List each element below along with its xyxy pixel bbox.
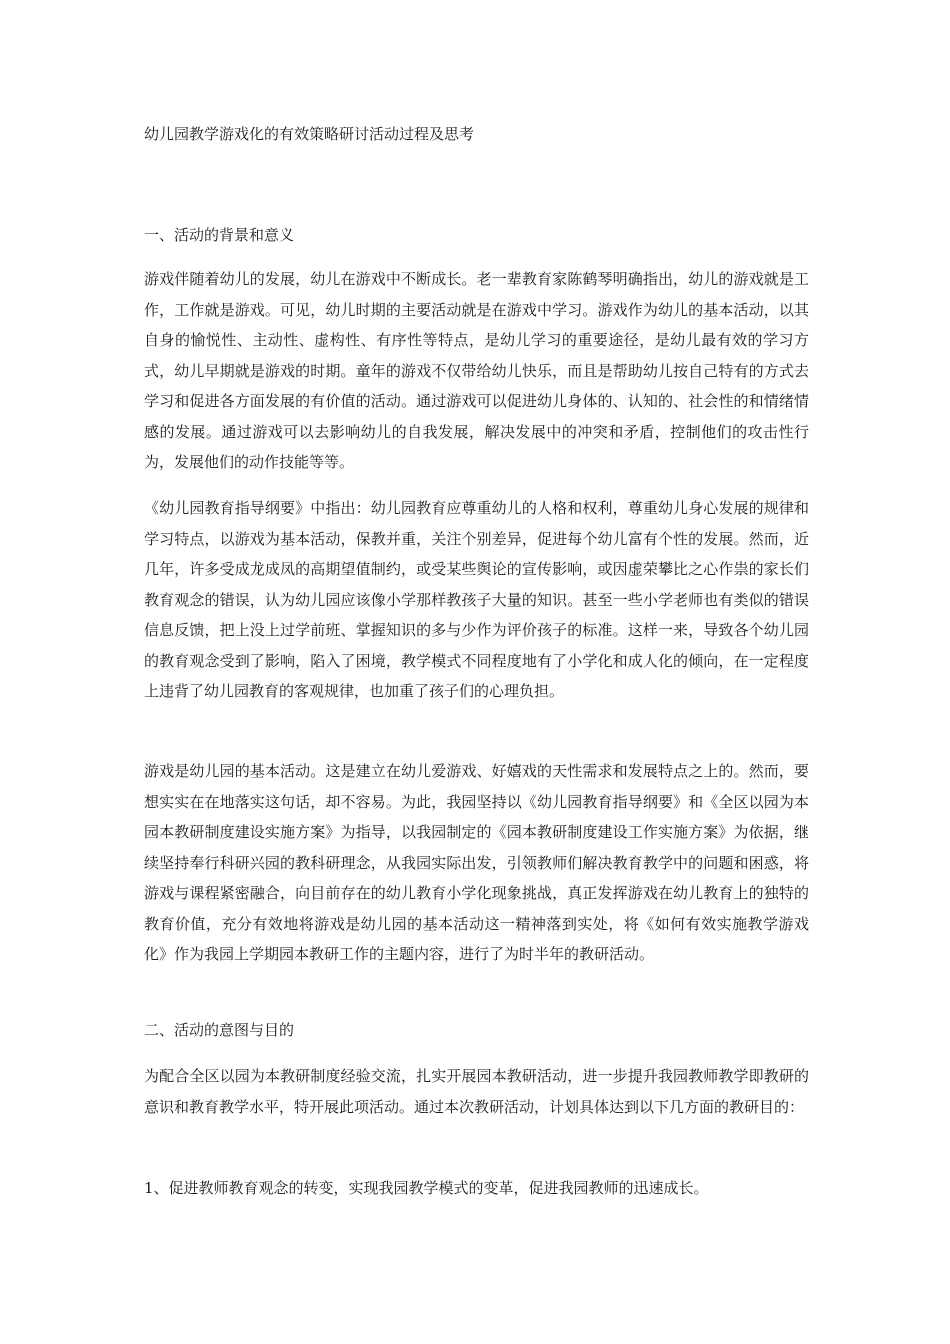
paragraph-purpose: 为配合全区以园为本教研制度经验交流，扎实开展园本教研活动，进一步提升我园教师教学即教研的意识和教育教学水平，特开展此项活动。通过本次教研活动，计划具体达到以下几方面的教研目的：	[144, 1067, 809, 1116]
paragraph-basic-activity: 游戏是幼儿园的基本活动。这是建立在幼儿爱游戏、好嬉戏的天性需求和发展特点之上的。然而，要想实实在在地落实这句话，却不容易。为此，我园坚持以《幼儿园教育指导纲要》和《全区以园为本园本教研制度建设实施方案》为指导，以我园制定的《园本教研制度建设工作实施方案》为依据，继续坚持奉行科研兴园的教科研理念，从我园实际出发，引领教师们解决教育教学中的问题和困惑，将游戏与课程紧密融合，向目前存在的幼儿教育小学化现象挑战，真正发挥游戏在幼儿教育上的独特的教育价值，充分有效地将游戏是幼儿园的基本活动这一精神落到实处，将《如何有效实施教学游戏化》作为我园上学期园本教研工作的主题内容，进行了为时半年的教研活动。	[144, 762, 809, 963]
paragraph-guidelines: 《幼儿园教育指导纲要》中指出：幼儿园教育应尊重幼儿的人格和权利，尊重幼儿身心发展的规律和学习特点，以游戏为基本活动，保教并重，关注个别差异，促进每个幼儿富有个性的发展。然而，近几年，许多受成龙成凤的高期望值制约，或受某些舆论的宣传影响，或因虚荣攀比之心作祟的家长们教育观念的错误，认为幼儿园应该像小学那样教孩子大量的知识。甚至一些小学老师也有类似的错误信息反馈，把上没上过学前班、掌握知识的多与少作为评价孩子的标准。这样一来，导致各个幼儿园的教育观念受到了影响，陷入了困境，教学模式不同程度地有了小学化和成人化的倾向，在一定程度上违背了幼儿园教育的客观规律，也加重了孩子们的心理负担。	[144, 499, 809, 700]
document-title: 幼儿园教学游戏化的有效策略研讨活动过程及思考	[144, 125, 475, 143]
section-heading-purpose: 二、活动的意图与目的	[144, 1021, 295, 1039]
section-heading-background: 一、活动的背景和意义	[144, 226, 295, 244]
paragraph-goal-1: 1、促进教师教育观念的转变，实现我园教学模式的变革，促进我园教师的迅速成长。	[144, 1179, 709, 1197]
paragraph-background: 游戏伴随着幼儿的发展，幼儿在游戏中不断成长。老一辈教育家陈鹤琴明确指出，幼儿的游戏就是工作，工作就是游戏。可见，幼儿时期的主要活动就是在游戏中学习。游戏作为幼儿的基本活动，以其自身的愉悦性、主动性、虚构性、有序性等特点，是幼儿学习的重要途径，是幼儿最有效的学习方式，幼儿早期就是游戏的时期。童年的游戏不仅带给幼儿快乐，而且是帮助幼儿按自己特有的方式去学习和促进各方面发展的有价值的活动。通过游戏可以促进幼儿身体的、认知的、社会性的和情绪情感的发展。通过游戏可以去影响幼儿的自我发展，解决发展中的冲突和矛盾，控制他们的攻击性行为，发展他们的动作技能等等。	[144, 270, 809, 471]
